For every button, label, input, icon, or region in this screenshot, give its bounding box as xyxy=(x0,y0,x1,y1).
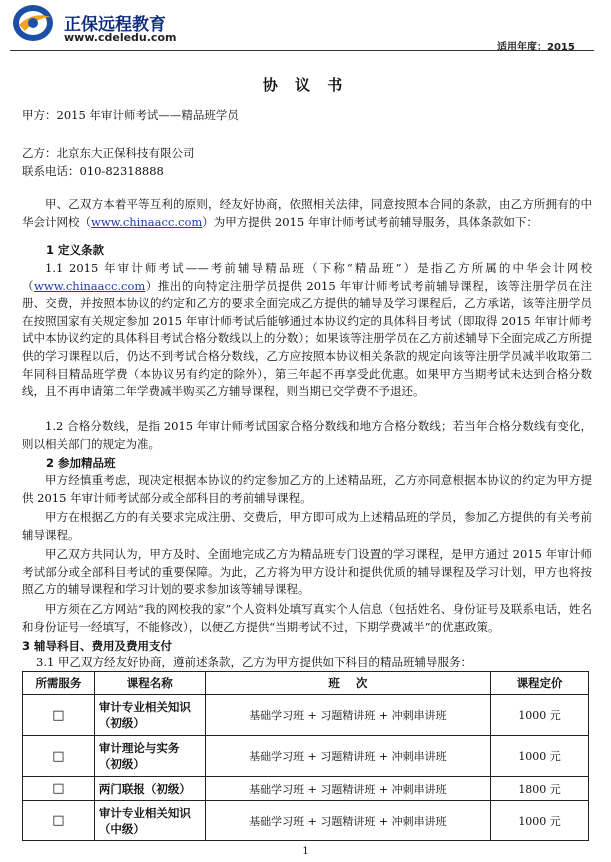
brand-name: 正保远程教育 xyxy=(64,15,166,35)
table-row xyxy=(23,801,589,841)
section-2-para-4: 甲方须在乙方网站“我的网校我的家”个人资料处填写真实个人信息（包括姓名、身份证号及联系电话，姓名和身份证号一经填写，不能修改），以便乙方提供“当期考试不过，下期学费减半”的优惠政策。 xyxy=(22,602,592,634)
course-name: 两门联报（初级） xyxy=(94,777,205,801)
page-number: 1 xyxy=(302,846,309,857)
course-price: 1800 元 xyxy=(491,777,589,801)
section-2-para-2: 甲方在根据乙方的有关要求完成注册、交费后，甲方即可成为上述精品班的学员，参加乙方提供的有关考前辅导课程。 xyxy=(22,510,592,542)
website-link[interactable]: www.chinaacc.com xyxy=(34,278,146,293)
course-classes: 基础学习班 + 习题精讲班 + 冲刺串讲班 xyxy=(205,801,490,841)
course-name: 审计专业相关知识（初级） xyxy=(94,695,205,736)
logo-icon xyxy=(11,3,59,43)
section-2-para-3: 甲乙双方共同认为，甲方及时、全面地完成乙方为精品班专门设置的学习课程，是甲方通过 2015 年审计师考试部分或全部科目考试的重要保障。为此，乙方将为甲方设计和提供优质的辅导课程及学习计划，甲方也将按照乙方的辅导课程和学习计划的要求参加该等辅导课程。 xyxy=(22,547,592,597)
clause-1-2: 1.2 合格分数线，是指 2015 年审计师考试国家合格分数线和地方合格分数线；若当年合格分数线有变化，则以相关部门的规定为准。 xyxy=(22,419,592,451)
table-row xyxy=(23,736,589,777)
website-link[interactable]: www.chinaacc.com xyxy=(91,214,203,229)
header-divider xyxy=(10,50,594,51)
course-name: 审计理论与实务（初级） xyxy=(94,736,205,777)
course-price: 1000 元 xyxy=(491,695,589,736)
col-header-service: 所需服务 xyxy=(23,672,95,695)
clause-3-1: 3.1 甲乙双方经友好协商，遵前述条款，乙方为甲方提供如下科目的精品班辅导服务： xyxy=(36,655,472,669)
section-3-heading: 3 辅导科目、费用及费用支付 xyxy=(22,639,173,653)
section-2-para-1: 甲方经慎重考虑，现决定根据本协议的约定参加乙方的上述精品班，乙方亦同意根据本协议的约定为甲方提供 2015 年审计师考试部分或全部科目的考前辅导课程。 xyxy=(22,473,592,505)
contact-phone: 联系电话：010-82318888 xyxy=(22,164,164,178)
course-name: 审计专业相关知识（中级） xyxy=(94,801,205,841)
course-classes: 基础学习班 + 习题精讲班 + 冲刺串讲班 xyxy=(205,777,490,801)
table-row xyxy=(23,695,589,736)
course-classes: 基础学习班 + 习题精讲班 + 冲刺串讲班 xyxy=(205,736,490,777)
course-classes: 基础学习班 + 习题精讲班 + 冲刺串讲班 xyxy=(205,695,490,736)
applicable-year: 适用年度：2015 xyxy=(497,42,575,53)
col-header-price: 课程定价 xyxy=(491,672,589,695)
document-title: 协 议 书 xyxy=(262,76,349,94)
section-1-heading: 1 定义条款 xyxy=(46,243,105,257)
course-price: 1000 元 xyxy=(491,801,589,841)
section-2-heading: 2 参加精品班 xyxy=(46,456,116,470)
service-checkbox[interactable]: □ xyxy=(23,801,95,841)
service-checkbox[interactable]: □ xyxy=(23,736,95,777)
col-header-classes: 班 次 xyxy=(205,672,490,695)
party-b: 乙方：北京东大正保科技有限公司 xyxy=(22,146,195,160)
clause-1-1: 1.1 2015 年审计师考试——考前辅导精品班（下称“精品班”）是指乙方所属的中华会计网校（www.chinaacc.com）推出的向特定注册学员提供 2015 年审计师考试考前辅导课程，该等注册学员在注册、交费，并按照本协议的约定和乙方的要求全面完成乙方提供的辅导及学习课程后，乙方承诺，该等注册学员在按照国家有关规定参加 2015 年审计师考试后能够通过本协议约定的具体科目考试（即取得 2015 年审计师考试中本协议约定的具体科目考试合格分数线以上的分数）；如果该等注册学员在乙方前述辅导下全面完成乙方所提供的学习课程以后，仍达不到考试合格分数线，乙方应按照本协议相关条款的规定向该等注册学员减半收取第二年同科目精品班学费（本协议另有约定的除外），第三年起不再享受此优惠。如果甲方当期考试未达到合格分数线，且不再申请第二年学费减半购买乙方辅导课程，则当期已交学费不予退还。 xyxy=(22,261,592,399)
table-row xyxy=(23,777,589,801)
brand-url: www.cdeledu.com xyxy=(64,31,177,44)
service-checkbox[interactable]: □ xyxy=(23,695,95,736)
service-checkbox[interactable]: □ xyxy=(23,777,95,801)
course-table xyxy=(22,671,589,841)
col-header-course: 课程名称 xyxy=(94,672,205,695)
table-header-row xyxy=(23,672,589,695)
party-a: 甲方：2015 年审计师考试——精品班学员 xyxy=(22,108,239,122)
course-price: 1000 元 xyxy=(491,736,589,777)
intro-paragraph: 甲、乙双方本着平等互利的原则，经友好协商，依照相关法律，同意按照本合同的条款，由乙方所拥有的中华会计网校（www.chinaacc.com）为甲方提供 2015 年审计师考试考前辅导服务，具体条款如下： xyxy=(22,197,592,229)
